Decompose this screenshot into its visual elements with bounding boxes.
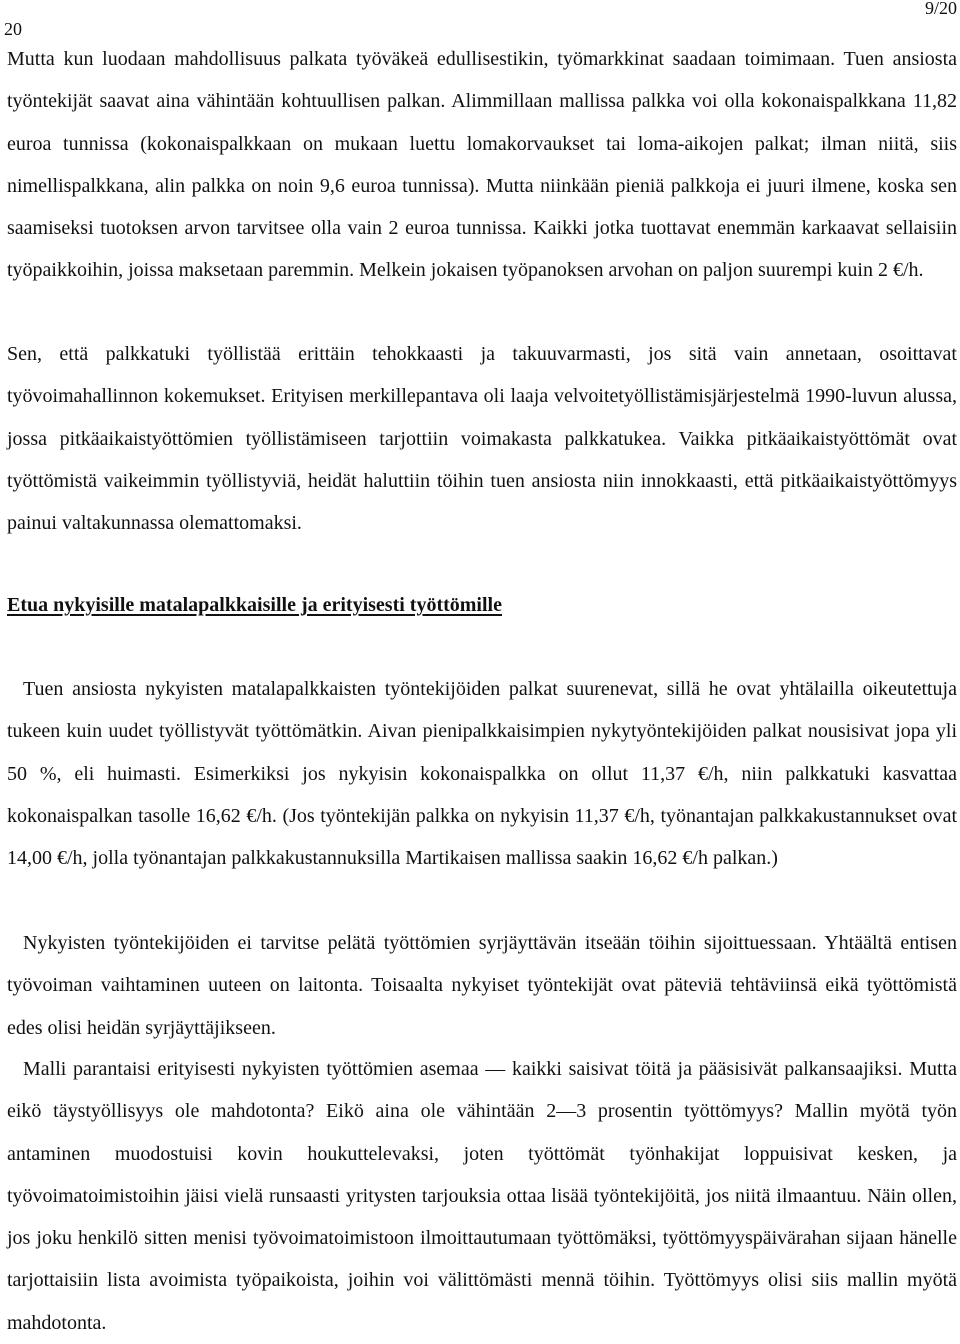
- page-counter: 9/20: [924, 0, 957, 18]
- body-paragraph-3: Tuen ansiosta nykyisten matalapalkkaisten työntekijöiden palkat suurenevat, sillä he ovat yhtälailla oikeutettuja tukeen kuin uudet työllistyvät työttömätkin. Aivan pienipalkkaisimpien nykytyöntekijöiden palkat nousisivat jopa yli 50 %, eli huimasti. Esimerkiksi jos nykyisin kokonaispalkka on ollut 11,37 €/h, niin palkkatuki kasvattaa kokonaispalkan tasolle 16,62 €/h. (Jos työntekijän palkka on nykyisin 11,37 €/h, työnantajan palkkakustannukset ovat 14,00 €/h, jolla työnantajan palkkakustannuksilla Martikaisen mallissa saakin 16,62 €/h palkan.): [7, 678, 957, 870]
- section-heading: Etua nykyisille matalapalkkaisille ja erityisesti työttömille: [7, 594, 502, 616]
- body-paragraph-1: Mutta kun luodaan mahdollisuus palkata työväkeä edullisestikin, työmarkkinat saadaan toimimaan. Tuen ansiosta työntekijät saavat aina vähintään kohtuullisen palkan. Alimmillaan mallissa palkka voi olla kokonaispalkkana 11,82 euroa tunnissa (kokonaispalkkaan on mukaan luettu lomakorvaukset tai loma-aikojen palkat; ilman niitä, siis nimellispalkkana, alin palkka on noin 9,6 euroa tunnissa). Mutta niinkään pieniä palkkoja ei juuri ilmene, koska sen saamiseksi tuotoksen arvon tarvitsee olla vain 2 euroa tunnissa. Kaikki jotka tuottavat enemmän karkaavat sellaisiin työpaikkoihin, joissa maksetaan paremmin. Melkein jokaisen työpanoksen arvohan on paljon suurempi kuin 2 €/h.: [7, 48, 957, 282]
- body-paragraph-2: Sen, että palkkatuki työllistää erittäin tehokkaasti ja takuuvarmasti, jos sitä vain annetaan, osoittavat työvoimahallinnon kokemukset. Erityisen merkillepantava oli laaja velvoitetyöllistämisjärjestelmä 1990-luvun alussa, jossa pitkäaikaistyöttömien työllistämiseen tarjottiin voimakasta palkkatukea. Vaikka pitkäaikaistyöttömät ovat työttömistä vaikeimmin työllistyviä, heidät haluttiin töihin tuen ansiosta niin innokkaasti, että pitkäaikaistyöttömyys painui valtakunnassa olemattomaksi.: [7, 343, 957, 535]
- body-paragraph-5: Malli parantaisi erityisesti nykyisten työttömien asemaa — kaikki saisivat töitä ja pääsisivät palkansaajiksi. Mutta eikö täystyöllisyys ole mahdotonta? Eikö aina ole vähintään 2—3 prosentin työttömyys? Mallin myötä työn antaminen muodostuisi kovin houkuttelevaksi, joten työttömät työnhakijat loppuisivat kesken, ja työvoimatoimistoihin jäisi vielä runsaasti yritysten tarjouksia ottaa lisää työntekijöitä, jos niitä ilmaantuu. Näin ollen, jos joku henkilö sitten menisi työvoimatoimistoon ilmoittautumaan työttömäksi, työttömyyspäivärahan sijaan hänelle tarjottaisiin lista avoimista työpaikoista, joihin voi välittömästi mennä töihin. Työttömyys olisi siis mallin myötä mahdotonta.: [7, 1058, 957, 1334]
- body-paragraph-4: Nykyisten työntekijöiden ei tarvitse pelätä työttömien syrjäyttävän itseään töihin sijoittuessaan. Yhtäältä entisen työvoiman vaihtaminen uuteen on laitonta. Toisaalta nykyiset työntekijät ovat päteviä tehtäviinsä eikä työttömistä edes olisi heidän syrjäyttäjikseen.: [7, 932, 957, 1039]
- page-number: 20: [4, 19, 22, 39]
